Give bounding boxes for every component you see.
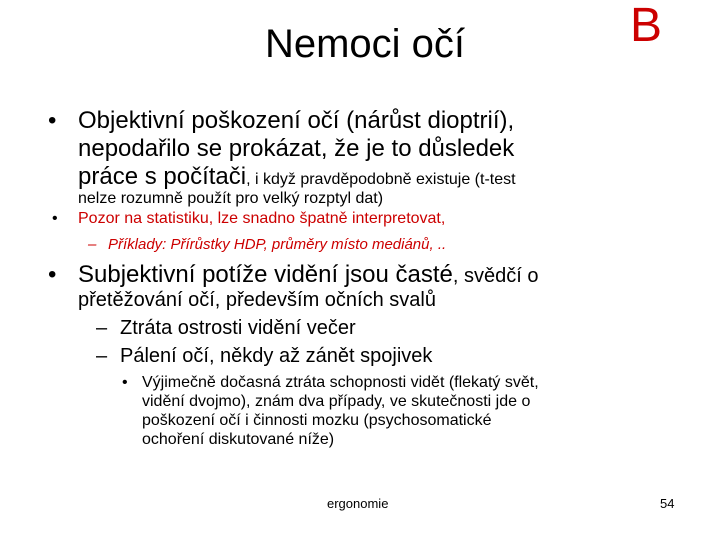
bullet-3-subsub-line-2: vidění dvojmo), znám dva případy, ve skutečnosti jde o	[142, 393, 531, 410]
bullet-3-sub-1-dash: –	[96, 317, 108, 339]
bullet-3-line-1-main: Subjektivní potíže vidění jsou časté	[78, 261, 453, 288]
bullet-1-line-2: nepodařilo se prokázat, že je to důsledek	[78, 135, 515, 162]
bullet-3-subsub-marker: •	[122, 374, 128, 391]
footer-center-text: ergonomie	[327, 496, 389, 511]
bullet-1-marker: •	[48, 107, 57, 134]
bullet-3-line-1	[78, 262, 539, 288]
bullet-3-marker: •	[48, 261, 57, 288]
bullet-2-marker: •	[52, 210, 58, 227]
bullet-1-line-3-tail: , i když pravděpodobně existuje (t-test	[246, 171, 516, 188]
bullet-1-line-1: Objektivní poškození očí (nárůst dioptrií),	[78, 107, 515, 134]
bullet-3-subsub-line-4: ochoření diskutované níže)	[142, 431, 335, 448]
slide-title: Nemoci očí	[264, 22, 466, 66]
page-number: 54	[660, 496, 675, 511]
bullet-3-sub-1-text: Ztráta ostrosti vidění večer	[120, 317, 356, 339]
bullet-2-sub-dash: –	[88, 236, 97, 253]
bullet-3-subsub-line-1: Výjimečně dočasná ztráta schopnosti vidět (flekatý svět,	[142, 374, 539, 391]
bullet-2-sub-text: Příklady: Přírůstky HDP, průměry místo mediánů, ..	[108, 236, 447, 253]
bullet-3-sub-2-text: Pálení očí, někdy až zánět spojivek	[120, 345, 433, 367]
bullet-3-line-1-tail: , svědčí o	[452, 265, 539, 287]
bullet-3-subsub-line-3: poškození očí i činnosti mozku (psychosomatické	[142, 412, 492, 429]
bullet-1-line-3-main: práce s počítači	[78, 163, 247, 190]
bullet-3-sub-2-dash: –	[96, 345, 108, 367]
bullet-1-line-3	[78, 164, 516, 190]
bullet-1-line-4: nelze rozumně použít pro velký rozptyl dat)	[78, 190, 384, 207]
bullet-2-text: Pozor na statistiku, lze snadno špatně interpretovat,	[78, 210, 446, 227]
bullet-3-line-2: přetěžování očí, především očních svalů	[78, 289, 436, 311]
section-letter: B	[630, 0, 663, 52]
